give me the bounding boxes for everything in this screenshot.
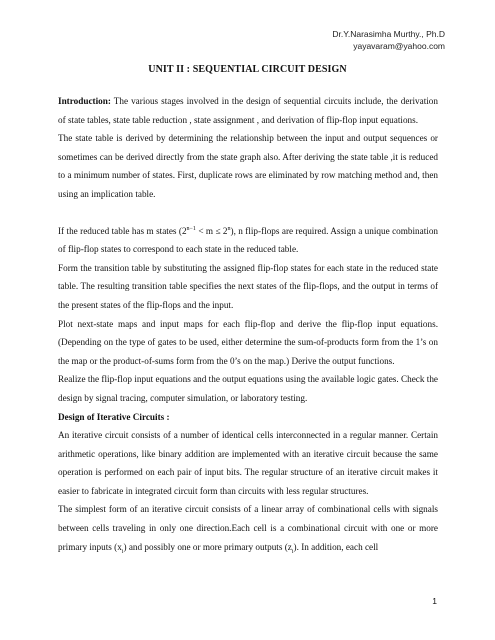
text-run: ), n flip-flops are required. Assign a unique combination of flip-flop states to correspond to each state in the reduced table.	[58, 225, 439, 255]
superscript: n	[227, 225, 231, 232]
paragraph-iterative: An iterative circuit consists of a number of identical cells interconnected in a regular manner. Certain arithmetic operations, like binary addition are implemented with an iterative circuit because the same operation is performed on each pair of input bits. The regular structure of an iterative circuit makes it easier to fabricate in integrated circuit form than circuits with less regular structures.	[58, 430, 438, 496]
superscript: n−1	[186, 225, 196, 232]
text-run: < m ≤ 2	[195, 225, 228, 236]
document-body	[58, 92, 438, 556]
page-title: UNIT II : SEQUENTIAL CIRCUIT DESIGN	[148, 64, 347, 75]
text-run: ) and possibly one or more primary outputs (z	[123, 541, 292, 552]
subscript: i	[291, 548, 294, 555]
intro-paragraph	[58, 92, 438, 129]
paragraph-state-assignment	[58, 222, 438, 259]
author-name: Dr.Y.Narasimha Murthy., Ph.D	[332, 29, 445, 39]
paragraph-transition-table: Form the transition table by substituting the assigned flip-flop states for each state in the reduced state table. The resulting transition table specifies the next states of the flip-flops, and the output in terms of the present states of the flip-flops and the input.	[58, 262, 438, 310]
paragraph-linear-array	[58, 500, 438, 556]
page-header	[332, 28, 445, 52]
author-email: yayavaram@yahoo.com	[353, 41, 445, 51]
text-run: ). In addition, each cell	[293, 541, 379, 552]
paragraph-gap	[58, 204, 438, 222]
page-number: 1	[432, 596, 437, 606]
subscript: i	[121, 548, 124, 555]
text-run: If the reduced table has m states (2	[58, 225, 187, 236]
paragraph-maps: Plot next-state maps and input maps for each flip-flop and derive the flip-flop input equations. (Depending on the type of gates to be used, either determine the sum-of-products form from the 1’s on the map or the product-of-sums form from the 0’s on the map.) Derive the output functions.	[58, 318, 438, 366]
paragraph-state-table: The state table is derived by determining the relationship between the input and output sequences or sometimes can be derived directly from the state graph also. After deriving the state table ,it is reduced to a minimum number of states. First, duplicate rows are eliminated by row matching method and, then using an implication table.	[58, 133, 438, 199]
intro-text: The various stages involved in the design of sequential circuits include, the derivation of state tables, state table reduction , state assignment , and derivation of flip-flop input equations.	[58, 96, 438, 125]
text-run: The simplest form of an iterative circuit consists of a linear array of combinational cells with signals between cells traveling in only one direction.Each cell is a combinational circuit with one or more primary inputs (x	[58, 504, 438, 552]
paragraph-realize: Realize the flip-flop input equations and the output equations using the available logic gates. Check the design by signal tracing, computer simulation, or laboratory testing.	[58, 374, 438, 403]
intro-label: Introduction:	[58, 96, 111, 106]
section-heading: Design of Iterative Circuits :	[58, 411, 170, 422]
